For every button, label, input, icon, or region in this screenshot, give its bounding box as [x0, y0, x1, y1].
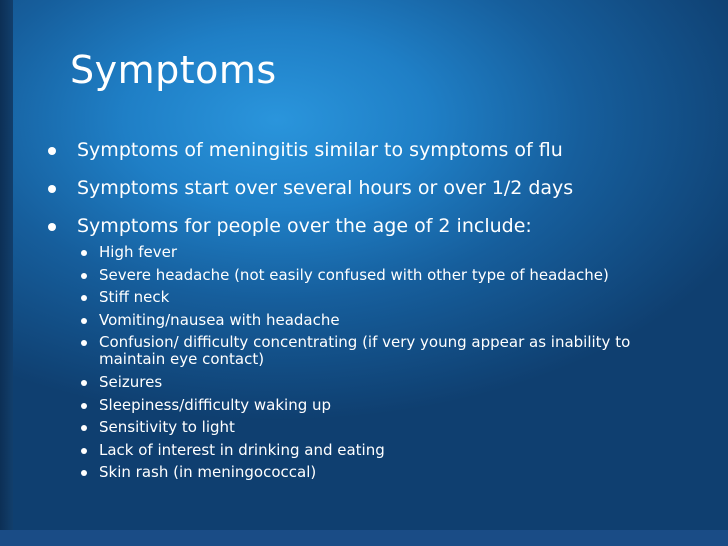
bullet-text: Symptoms for people over the age of 2 include:	[77, 215, 532, 237]
sub-bullet-item: High fever	[73, 244, 694, 261]
sub-bullet-item: Seizures	[73, 374, 694, 391]
bullet-item	[44, 138, 694, 163]
sub-bullet-item: Severe headache (not easily confused with other type of headache)	[73, 267, 694, 284]
slide-content	[44, 138, 694, 494]
sub-bullet-item: Stiff neck	[73, 289, 694, 306]
sub-bullet-item: Skin rash (in meningococcal)	[73, 464, 694, 481]
sub-bullet-list	[73, 244, 694, 481]
bullet-text: Symptoms of meningitis similar to symptoms of flu	[77, 139, 563, 161]
sub-bullet-item: Lack of interest in drinking and eating	[73, 442, 694, 459]
sub-bullet-item: Sensitivity to light	[73, 419, 694, 436]
slide-title: Symptoms	[70, 48, 277, 92]
bullet-item	[44, 176, 694, 201]
sub-bullet-item: Vomiting/nausea with headache	[73, 312, 694, 329]
sub-bullet-item: Confusion/ difficulty concentrating (if very young appear as inability to maintain eye contact)	[73, 334, 694, 368]
bottom-band	[0, 530, 728, 546]
left-accent-bar	[0, 0, 13, 546]
bullet-item	[44, 214, 694, 481]
sub-bullet-item: Sleepiness/difficulty waking up	[73, 397, 694, 414]
bullet-list	[44, 138, 694, 481]
bullet-text: Symptoms start over several hours or over 1/2 days	[77, 177, 574, 199]
